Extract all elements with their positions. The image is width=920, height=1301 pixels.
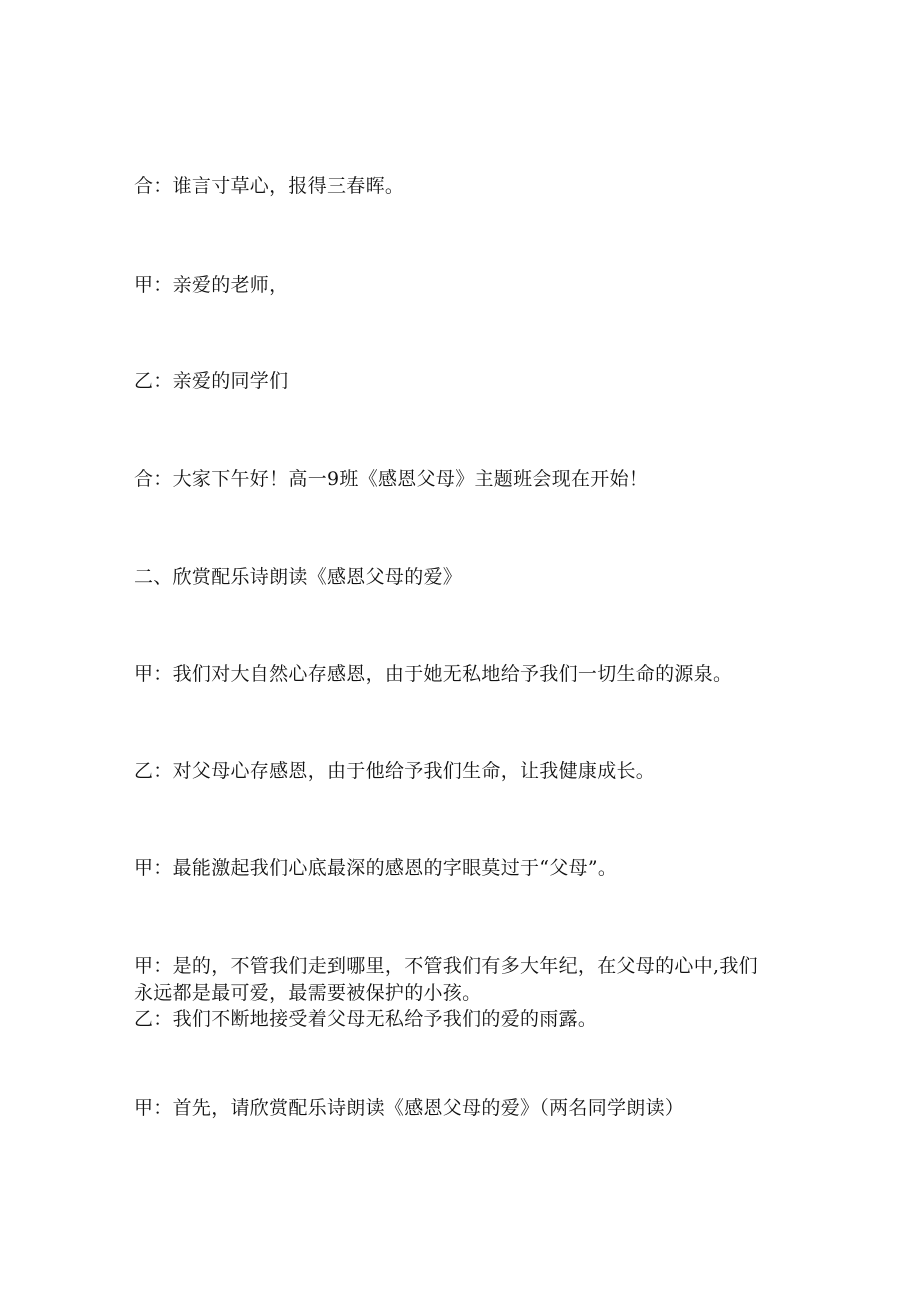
section-heading: 二、欣赏配乐诗朗读《感恩父母的爱》: [134, 566, 463, 588]
text-line-2: 甲：亲爱的老师，: [134, 274, 289, 296]
text-line-9: 甲：是的，不管我们走到哪里，不管我们有多大年纪，在父母的心中,我们: [134, 955, 758, 977]
text-line-7: 乙：对父母心存感恩，由于他给予我们生命，让我健康成长。: [134, 760, 656, 782]
text-line-4: 合：大家下午好！高一9班《感恩父母》主题班会现在开始！: [134, 468, 649, 490]
text-line-11: 乙：我们不断地接受着父母无私给予我们的爱的雨露。: [134, 1008, 598, 1030]
text-line-3: 乙：亲爱的同学们: [134, 370, 289, 392]
text-line-1: 合：谁言寸草心，报得三春晖。: [134, 175, 405, 197]
text-line-12: 甲：首先，请欣赏配乐诗朗读《感恩父母的爱》（两名同学朗读）: [134, 1097, 685, 1119]
text-line-10: 永远都是最可爱，最需要被保护的小孩。: [134, 982, 482, 1004]
text-line-6: 甲：我们对大自然心存感恩，由于她无私地给予我们一切生命的源泉。: [134, 663, 733, 685]
text-line-8: 甲：最能激起我们心底最深的感恩的字眼莫过于“父母”。: [134, 857, 618, 879]
